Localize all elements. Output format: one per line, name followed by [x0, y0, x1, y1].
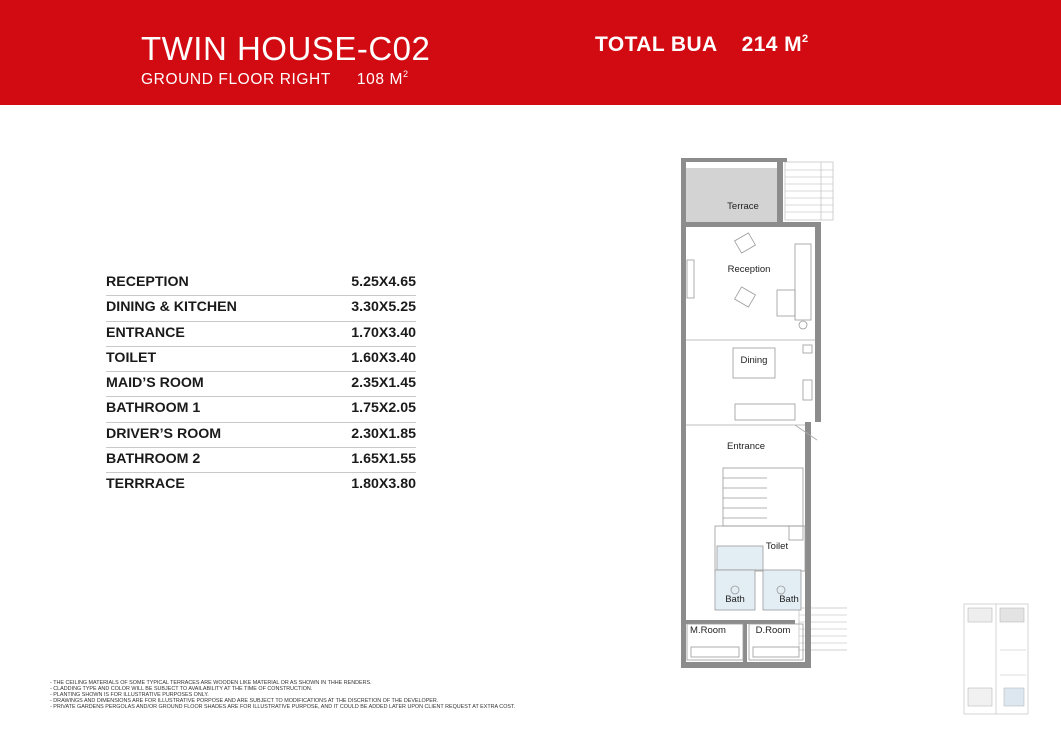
- note-line: - THE CEILING MATERIALS OF SOME TYPICAL TERRACES ARE WOODEN LIKE MATERIAL OR AS SHOWN IN THHE RENDERS.: [50, 680, 372, 686]
- plan-label-entrance: Entrance: [726, 441, 766, 452]
- terrace-area: [685, 168, 777, 223]
- room-row: [106, 448, 416, 473]
- room-row: [106, 322, 416, 347]
- plan-label-d-room: D.Room: [755, 625, 791, 636]
- room-name: MAID’S ROOM: [106, 375, 204, 392]
- floor-area: 108 $M^2$: [356, 69, 409, 88]
- room-size: 2.30X1.85: [351, 425, 416, 442]
- room-size: 1.80X3.80: [351, 476, 416, 493]
- header-banner: [0, 0, 1061, 105]
- disclaimer-notes: [50, 680, 515, 710]
- room-name: TOILET: [106, 349, 157, 366]
- note-line: - PRIVATE GARDENS PERGOLAS AND/OR GROUND FLOOR SHADES ARE FOR ILLUSTRATIVE PURPOSE, AND IT COULD BE ADDED LATER UPON CLIENT REQUEST AT EXTRA COST.: [50, 704, 516, 710]
- total-bua: [595, 33, 809, 57]
- room-size: 5.25X4.65: [351, 274, 416, 290]
- room-size: 1.60X3.40: [351, 349, 416, 366]
- key-plan-thumbnail: [960, 600, 1032, 722]
- room-schedule-table: [106, 271, 416, 499]
- plan-label-toilet: Toilet: [765, 541, 789, 552]
- terrace-pergola: [785, 162, 833, 220]
- plan-label-bath-right: Bath: [779, 594, 799, 605]
- room-size: 3.30X5.25: [351, 299, 416, 316]
- plan-label-reception: Reception: [727, 264, 771, 275]
- room-row: [106, 296, 416, 321]
- room-name: BATHROOM 1: [106, 400, 201, 417]
- room-name: ENTRANCE: [106, 324, 185, 341]
- room-size: 1.75X2.05: [351, 400, 416, 417]
- room-row: [106, 347, 416, 372]
- room-name: RECEPTION: [106, 274, 189, 290]
- room-size: 1.70X3.40: [351, 324, 416, 341]
- floor-subtitle: [141, 71, 409, 89]
- room-name: DINING & KITCHEN: [106, 299, 237, 316]
- room-name: DRIVER’S ROOM: [106, 425, 222, 442]
- plan-label-m-room: M.Room: [690, 625, 726, 636]
- room-row: [106, 423, 416, 448]
- room-name: BATHROOM 2: [106, 451, 201, 468]
- unit-title: TWIN HOUSE-C02: [141, 30, 431, 67]
- room-row: [106, 271, 416, 296]
- room-row: [106, 372, 416, 397]
- total-bua-value: 214 $M^2$: [741, 33, 809, 56]
- room-row: [106, 397, 416, 422]
- floor-name: GROUND FLOOR RIGHT: [141, 71, 331, 88]
- room-size: 1.65X1.55: [351, 451, 416, 468]
- note-line: - DRAWINGS AND DIMENSIONS ARE FOR ILLUSTRATIVE PORPOSE AND ARE SUBJECT TO MODIFICATIONS AT THE DISCRETION OF THE DEVELOPER.: [50, 698, 439, 704]
- floor-plan: [677, 150, 847, 670]
- plan-label-dining: Dining: [740, 355, 768, 366]
- plan-label-terrace: Terrace: [727, 201, 759, 212]
- room-name: TERRRACE: [106, 476, 185, 493]
- note-line: - PLANTING SHOWN IS FOR ILLUSTRATIVE PURPOSES ONLY.: [50, 692, 209, 698]
- room-size: 2.35X1.45: [351, 375, 416, 392]
- total-bua-label: TOTAL BUA: [595, 33, 718, 56]
- note-line: - CLADDING TYPE AND COLOR WILL BE SUBJECT TO AVAILABILITY AT THE TIME OF CONSTRUCTION.: [50, 686, 313, 692]
- plan-label-bath-left: Bath: [725, 594, 745, 605]
- room-row: [106, 473, 416, 498]
